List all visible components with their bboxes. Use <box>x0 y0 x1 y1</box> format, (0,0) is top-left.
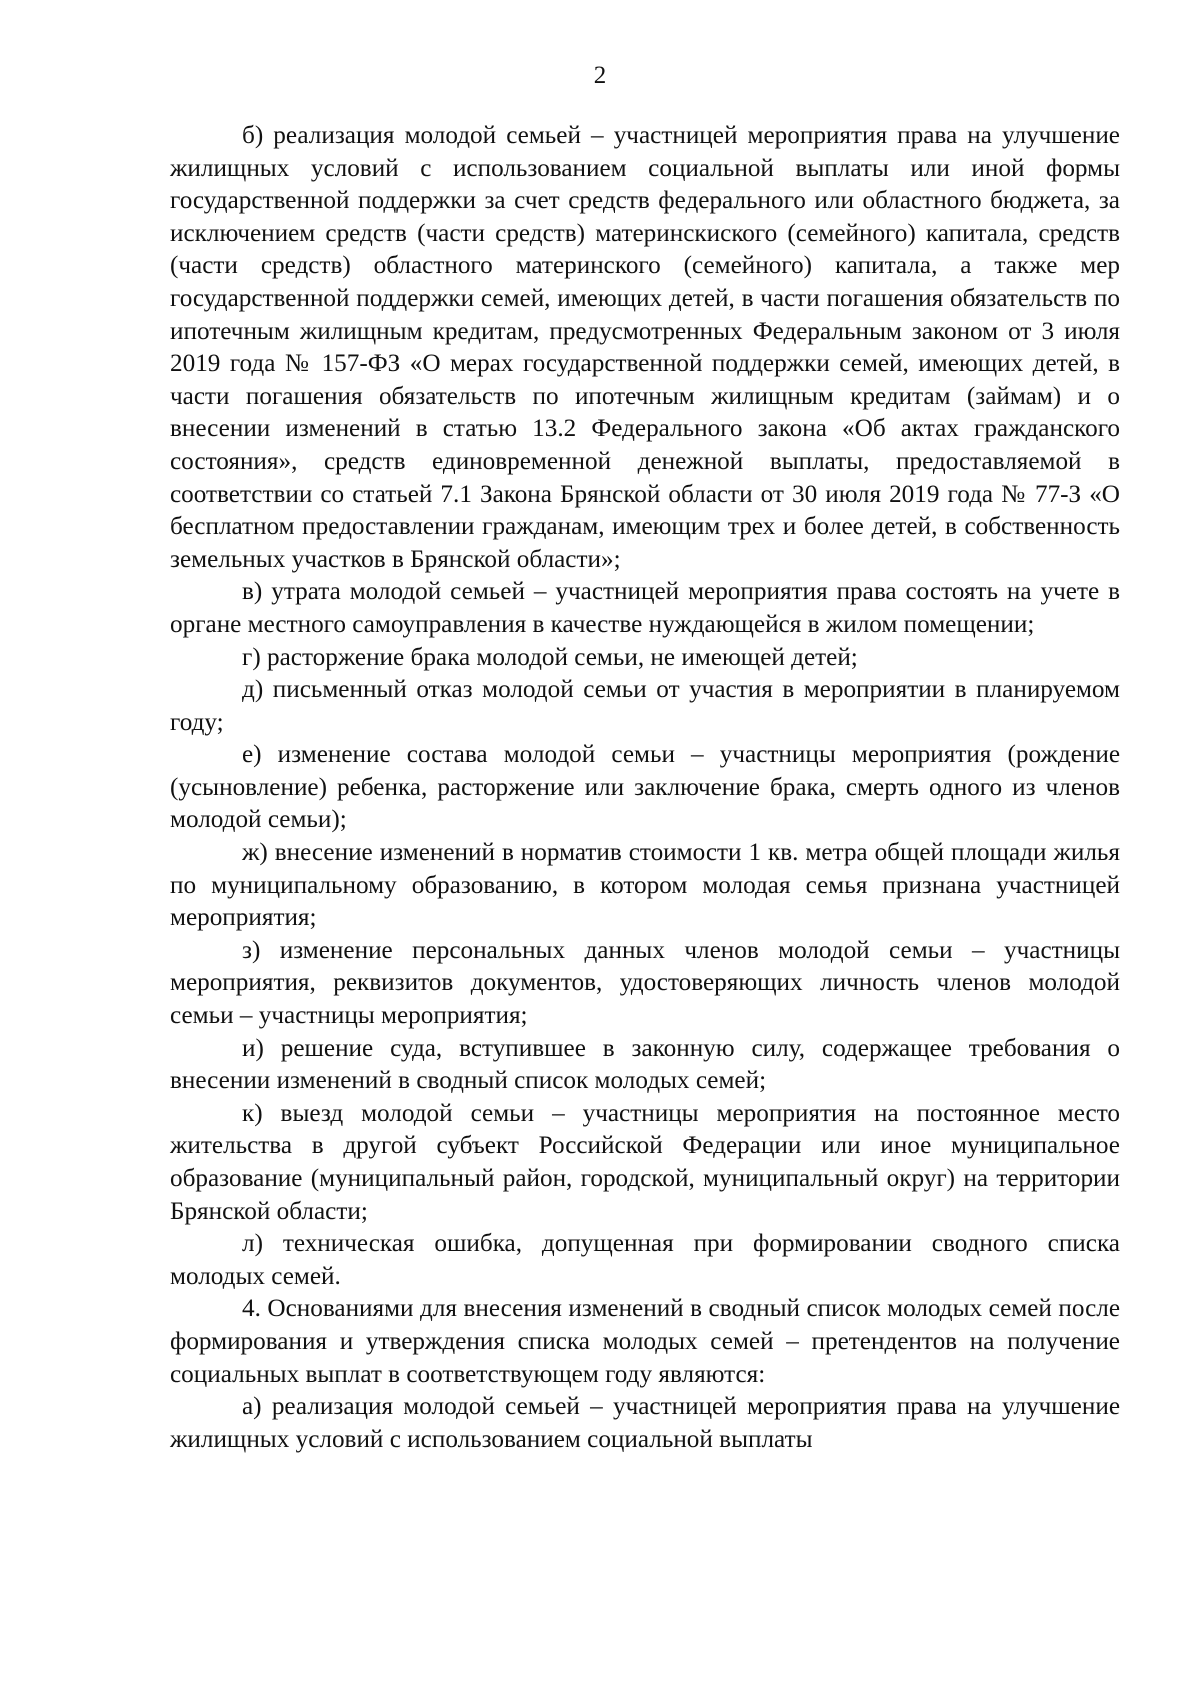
paragraph-item-v: в) утрата молодой семьей – участницей мероприятия права состоять на учете в органе местного самоуправления в качестве нуждающейся в жилом помещении; <box>170 578 1120 638</box>
paragraph-item-e: е) изменение состава молодой семьи – участницы мероприятия (рождение (усыновление) ребенка, расторжение или заключение брака, смерть одного из членов молодой семьи); <box>170 741 1120 834</box>
paragraph-item-z: з) изменение персональных данных членов молодой семьи – участницы мероприятия, реквизитов документов, удостоверяющих личность членов молодой семьи – участницы мероприятия; <box>170 936 1120 1030</box>
paragraph-item-l: л) техническая ошибка, допущенная при формировании сводного списка молодых семей. <box>170 1230 1120 1290</box>
paragraph-item-zh: ж) внесение изменений в норматив стоимости 1 кв. метра общей площади жилья по муниципальному образованию, в котором молодая семья признана участницей мероприятия; <box>170 839 1120 932</box>
paragraph-item-k: к) выезд молодой семьи – участницы мероприятия на постоянное место жительства в другой субъект Российской Федерации или иное муниципальное образование (муниципальный район, городской, муниципальный округ) на территории Брянской области; <box>170 1099 1120 1225</box>
paragraph-item-b: б) реализация молодой семьей – участницей мероприятия права на улучшение жилищных условий с использованием социальной выплаты или иной формы государственной поддержки за счет средств федерального или областного бюджета, за исключением средств (части средств) материнскиского (семейного) капитала, средств (части средств) областного материнского (семейного) капитала, а также мер государственной поддержки семей, имеющих детей, в части погашения обязательств по ипотечным жилищным кредитам, предусмотренных Федеральным законом от 3 июля 2019 года № 157-ФЗ «О мерах государственной поддержки семей, имеющих детей, в части погашения обязательств по ипотечным жилищным кредитам (займам) и о внесении изменений в статью 13.2 Федерального закона «Об актах гражданского состояния», средств единовременной денежной выплаты, предоставляемой в соответствии со статьей 7.1 Закона Брянской области от 30 июля 2019 года № 77-З «О бесплатном предоставлении гражданам, имеющим трех и более детей, в собственность земельных участков в Брянской области»; <box>170 122 1120 573</box>
document-body <box>170 120 1120 1456</box>
paragraph-item-d: д) письменный отказ молодой семьи от участия в мероприятии в планируемом году; <box>170 676 1120 736</box>
page-number: 2 <box>593 62 607 89</box>
paragraph-item-a: а) реализация молодой семьей – участницей мероприятия права на улучшение жилищных условий с использованием социальной выплаты <box>170 1393 1120 1453</box>
paragraph-item-g: г) расторжение брака молодой семьи, не имеющей детей; <box>242 643 858 671</box>
paragraph-item-i: и) решение суда, вступившее в законную силу, содержащее требования о внесении изменений в сводный список молодых семей; <box>170 1034 1120 1095</box>
paragraph-section-4: 4. Основаниями для внесения изменений в сводный список молодых семей после формирования и утверждения списка молодых семей – претендентов на получение социальных выплат в соответствующем году являются: <box>170 1295 1120 1388</box>
